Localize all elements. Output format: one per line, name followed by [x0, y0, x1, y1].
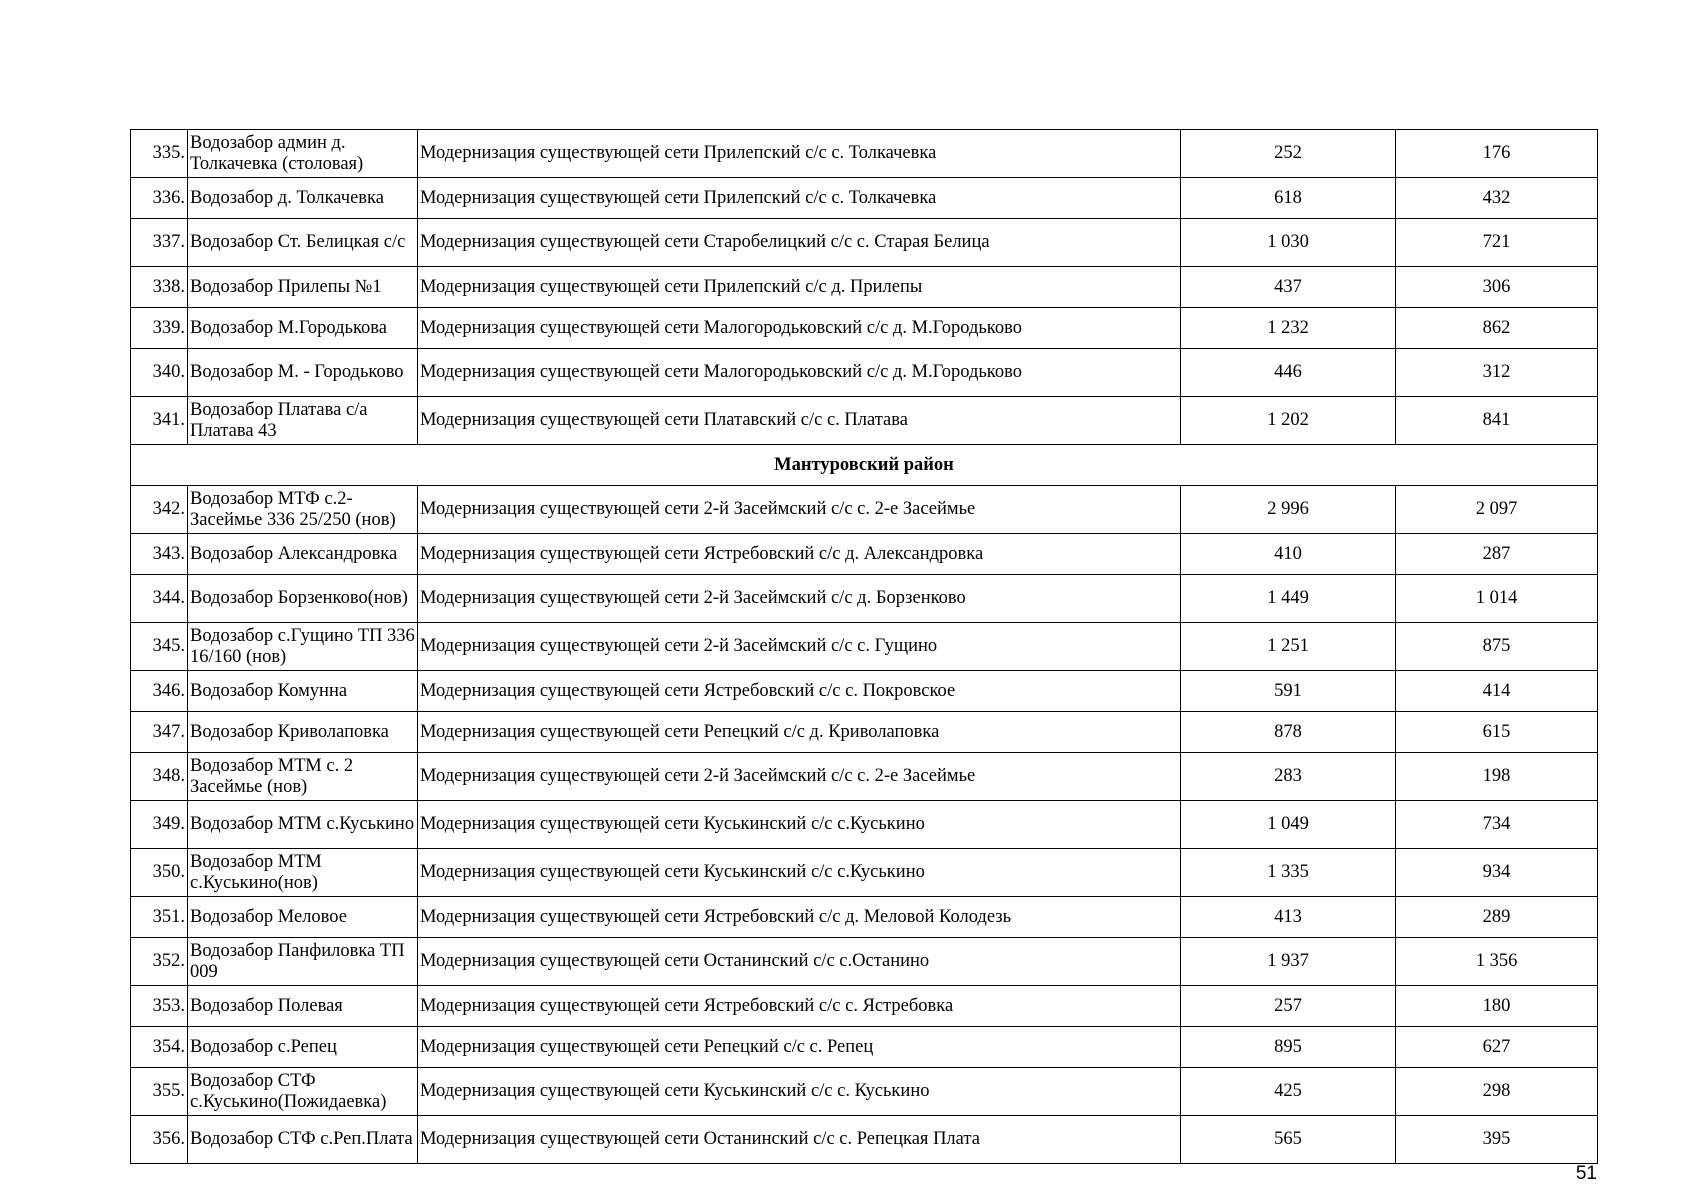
- work-description: Модернизация существующей сети Куськинский с/с с.Куськино: [418, 801, 1181, 849]
- row-number: 343.: [131, 534, 188, 575]
- work-description: Модернизация существующей сети Останинский с/с с. Репецкая Плата: [418, 1116, 1181, 1164]
- table-row: [131, 486, 1598, 534]
- value-column-2: 287: [1396, 534, 1598, 575]
- value-column-2: 2 097: [1396, 486, 1598, 534]
- row-number: 349.: [131, 801, 188, 849]
- work-description: Модернизация существующей сети 2-й Засеймский с/с с. Гущино: [418, 623, 1181, 671]
- value-column-2: 1 356: [1396, 938, 1598, 986]
- work-description: Модернизация существующей сети 2-й Засеймский с/с д. Борзенково: [418, 575, 1181, 623]
- row-number: 335.: [131, 130, 188, 178]
- water-intake-name: Водозабор СТФ с.Реп.Плата: [188, 1116, 418, 1164]
- value-column-1: 618: [1181, 178, 1396, 219]
- table-row: [131, 219, 1598, 267]
- row-number: 344.: [131, 575, 188, 623]
- work-description: Модернизация существующей сети Репецкий с/с с. Репец: [418, 1027, 1181, 1068]
- value-column-2: 841: [1396, 397, 1598, 445]
- work-description: Модернизация существующей сети Ястребовский с/с д. Меловой Колодезь: [418, 897, 1181, 938]
- work-description: Модернизация существующей сети Куськинский с/с с.Куськино: [418, 849, 1181, 897]
- value-column-2: 312: [1396, 349, 1598, 397]
- value-column-1: 2 996: [1181, 486, 1396, 534]
- table-row: [131, 623, 1598, 671]
- work-description: Модернизация существующей сети Старобелицкий с/с с. Старая Белица: [418, 219, 1181, 267]
- water-intake-name: Водозабор Криволаповка: [188, 712, 418, 753]
- value-column-2: 627: [1396, 1027, 1598, 1068]
- value-column-2: 432: [1396, 178, 1598, 219]
- value-column-1: 437: [1181, 267, 1396, 308]
- table-row: [131, 986, 1598, 1027]
- water-intake-name: Водозабор с.Гущино ТП 336 16/160 (нов): [188, 623, 418, 671]
- water-intake-name: Водозабор М.Городькова: [188, 308, 418, 349]
- table-row: [131, 753, 1598, 801]
- water-intake-name: Водозабор М. - Городьково: [188, 349, 418, 397]
- value-column-1: 1 937: [1181, 938, 1396, 986]
- work-description: Модернизация существующей сети Ястребовский с/с с. Покровское: [418, 671, 1181, 712]
- value-column-1: 446: [1181, 349, 1396, 397]
- value-column-1: 283: [1181, 753, 1396, 801]
- table-row: [131, 1068, 1598, 1116]
- row-number: 342.: [131, 486, 188, 534]
- work-description: Модернизация существующей сети Прилепский с/с с. Толкачевка: [418, 178, 1181, 219]
- work-description: Модернизация существующей сети 2-й Засеймский с/с с. 2-е Засеймье: [418, 486, 1181, 534]
- row-number: 351.: [131, 897, 188, 938]
- table-row: [131, 267, 1598, 308]
- work-description: Модернизация существующей сети Репецкий с/с д. Криволаповка: [418, 712, 1181, 753]
- table-row: [131, 712, 1598, 753]
- water-intake-name: Водозабор МТМ с.Куськино(нов): [188, 849, 418, 897]
- value-column-1: 257: [1181, 986, 1396, 1027]
- work-description: Модернизация существующей сети Куськинский с/с с. Куськино: [418, 1068, 1181, 1116]
- table-body: [131, 130, 1598, 1164]
- value-column-1: 591: [1181, 671, 1396, 712]
- water-intake-name: Водозабор с.Репец: [188, 1027, 418, 1068]
- value-column-1: 1 049: [1181, 801, 1396, 849]
- water-intake-name: Водозабор Меловое: [188, 897, 418, 938]
- row-number: 354.: [131, 1027, 188, 1068]
- table-row: [131, 349, 1598, 397]
- water-intake-name: Водозабор Александровка: [188, 534, 418, 575]
- section-title: Мантуровский район: [131, 445, 1598, 486]
- row-number: 345.: [131, 623, 188, 671]
- table-row: [131, 849, 1598, 897]
- water-intake-name: Водозабор МТФ с.2-Засеймье 336 25/250 (нов): [188, 486, 418, 534]
- water-intake-name: Водозабор Борзенково(нов): [188, 575, 418, 623]
- row-number: 339.: [131, 308, 188, 349]
- row-number: 348.: [131, 753, 188, 801]
- work-description: Модернизация существующей сети Прилепский с/с д. Прилепы: [418, 267, 1181, 308]
- row-number: 347.: [131, 712, 188, 753]
- value-column-2: 414: [1396, 671, 1598, 712]
- water-intake-name: Водозабор МТМ с. 2 Засеймье (нов): [188, 753, 418, 801]
- row-number: 346.: [131, 671, 188, 712]
- value-column-1: 1 232: [1181, 308, 1396, 349]
- row-number: 336.: [131, 178, 188, 219]
- value-column-2: 298: [1396, 1068, 1598, 1116]
- table-row: [131, 938, 1598, 986]
- row-number: 352.: [131, 938, 188, 986]
- value-column-2: 395: [1396, 1116, 1598, 1164]
- row-number: 338.: [131, 267, 188, 308]
- value-column-2: 615: [1396, 712, 1598, 753]
- table-row: [131, 575, 1598, 623]
- work-description: Модернизация существующей сети Платавский с/с с. Платава: [418, 397, 1181, 445]
- work-description: Модернизация существующей сети Малогородьковский с/с д. М.Городьково: [418, 308, 1181, 349]
- row-number: 340.: [131, 349, 188, 397]
- value-column-1: 252: [1181, 130, 1396, 178]
- value-column-2: 176: [1396, 130, 1598, 178]
- table-row: [131, 397, 1598, 445]
- water-intake-name: Водозабор Панфиловка ТП 009: [188, 938, 418, 986]
- value-column-1: 413: [1181, 897, 1396, 938]
- table-row: [131, 178, 1598, 219]
- value-column-2: 306: [1396, 267, 1598, 308]
- value-column-1: 1 449: [1181, 575, 1396, 623]
- section-header-row: [131, 445, 1598, 486]
- row-number: 353.: [131, 986, 188, 1027]
- value-column-1: 1 335: [1181, 849, 1396, 897]
- value-column-1: 1 030: [1181, 219, 1396, 267]
- value-column-2: 1 014: [1396, 575, 1598, 623]
- water-intake-name: Водозабор Ст. Белицкая с/с: [188, 219, 418, 267]
- value-column-2: 198: [1396, 753, 1598, 801]
- water-intake-name: Водозабор Платава с/а Платава 43: [188, 397, 418, 445]
- work-description: Модернизация существующей сети Останинский с/с с.Останино: [418, 938, 1181, 986]
- value-column-2: 289: [1396, 897, 1598, 938]
- table-row: [131, 801, 1598, 849]
- water-intake-name: Водозабор СТФ с.Куськино(Пожидаевка): [188, 1068, 418, 1116]
- row-number: 355.: [131, 1068, 188, 1116]
- value-column-1: 410: [1181, 534, 1396, 575]
- row-number: 341.: [131, 397, 188, 445]
- value-column-1: 1 202: [1181, 397, 1396, 445]
- table-row: [131, 308, 1598, 349]
- work-description: Модернизация существующей сети Ястребовский с/с д. Александровка: [418, 534, 1181, 575]
- value-column-1: 1 251: [1181, 623, 1396, 671]
- value-column-2: 875: [1396, 623, 1598, 671]
- table-row: [131, 1116, 1598, 1164]
- water-intake-name: Водозабор д. Толкачевка: [188, 178, 418, 219]
- value-column-2: 734: [1396, 801, 1598, 849]
- row-number: 337.: [131, 219, 188, 267]
- value-column-2: 721: [1396, 219, 1598, 267]
- water-intake-name: Водозабор Полевая: [188, 986, 418, 1027]
- work-description: Модернизация существующей сети Ястребовский с/с с. Ястребовка: [418, 986, 1181, 1027]
- value-column-1: 878: [1181, 712, 1396, 753]
- water-intake-name: Водозабор МТМ с.Куськино: [188, 801, 418, 849]
- table-row: [131, 534, 1598, 575]
- value-column-1: 425: [1181, 1068, 1396, 1116]
- value-column-1: 565: [1181, 1116, 1396, 1164]
- row-number: 350.: [131, 849, 188, 897]
- value-column-2: 934: [1396, 849, 1598, 897]
- table-row: [131, 130, 1598, 178]
- value-column-2: 180: [1396, 986, 1598, 1027]
- table-row: [131, 671, 1598, 712]
- work-description: Модернизация существующей сети Малогородьковский с/с д. М.Городьково: [418, 349, 1181, 397]
- work-description: Модернизация существующей сети Прилепский с/с с. Толкачевка: [418, 130, 1181, 178]
- data-table: [130, 129, 1598, 1164]
- work-description: Модернизация существующей сети 2-й Засеймский с/с с. 2-е Засеймье: [418, 753, 1181, 801]
- row-number: 356.: [131, 1116, 188, 1164]
- page-number: 51: [1575, 1163, 1597, 1184]
- table-row: [131, 1027, 1598, 1068]
- water-intake-name: Водозабор админ д. Толкачевка (столовая): [188, 130, 418, 178]
- value-column-1: 895: [1181, 1027, 1396, 1068]
- table-row: [131, 897, 1598, 938]
- water-intake-name: Водозабор Комунна: [188, 671, 418, 712]
- water-intake-name: Водозабор Прилепы №1: [188, 267, 418, 308]
- value-column-2: 862: [1396, 308, 1598, 349]
